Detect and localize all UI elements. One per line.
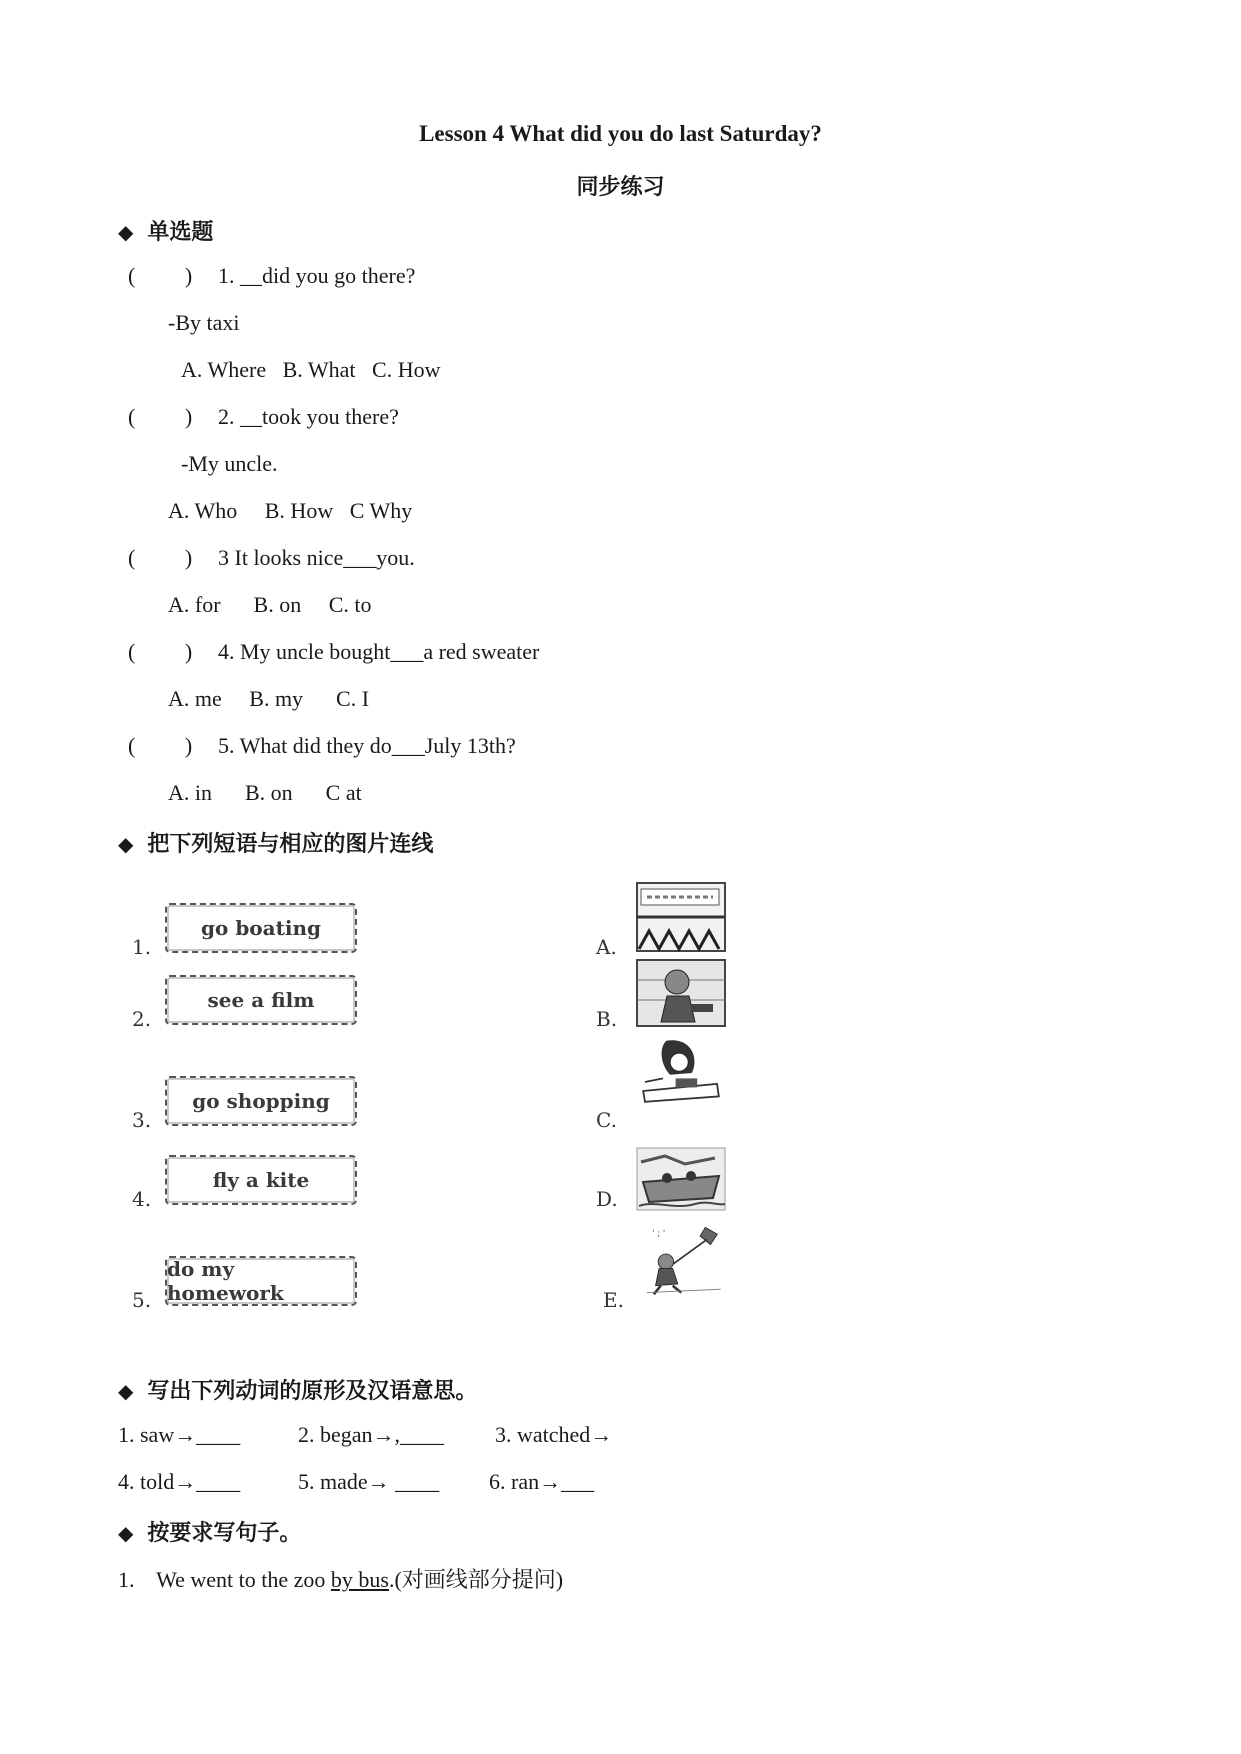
match-letter-a: A. [596, 935, 617, 959]
cinema-picture[interactable] [635, 881, 727, 953]
question-2-answer: -My uncle. [181, 451, 278, 476]
question-4-options: A. me B. my C. I [168, 686, 370, 711]
phrase-box-fly-a-kite[interactable]: fly a kite [165, 1155, 357, 1205]
question-2-options: A. Who B. How C Why [168, 498, 413, 523]
question-1-answer: -By taxi [168, 310, 240, 335]
question-1: 1. __did you go there? [218, 263, 416, 288]
verb-item-ran: 6. ran→___ [489, 1469, 600, 1494]
answer-blank[interactable]: ( ) [128, 404, 193, 429]
page-title: Lesson 4 What did you do last Saturday? [419, 121, 822, 146]
diamond-bullet-icon: ◆ [118, 220, 134, 244]
underlined-phrase: by bus [330, 1567, 389, 1592]
question-5: 5. What did they do___July 13th? [218, 733, 516, 758]
boy-kite-picture[interactable] [637, 1224, 729, 1296]
match-number-2: 2. [132, 1007, 152, 1031]
match-number-3: 3. [132, 1108, 152, 1132]
phrase-box-go-boating[interactable]: go boating [165, 903, 357, 953]
girl-writing-picture[interactable] [635, 1037, 727, 1109]
question-5-options: A. in B. on C at [168, 780, 362, 805]
section-heading-sentences: ◆ 按要求写句子。 [118, 1521, 302, 1546]
page-subtitle: 同步练习 [576, 175, 665, 200]
girl-reading-picture[interactable] [635, 958, 727, 1030]
question-2: 2. __took you there? [218, 404, 399, 429]
sentence-item-1: 1. We went to the zoo by bus.(对画线部分提问) [118, 1567, 564, 1592]
match-number-4: 4. [132, 1187, 152, 1211]
diamond-bullet-icon: ◆ [118, 832, 134, 856]
match-letter-b: B. [596, 1007, 618, 1031]
question-3: 3 It looks nice___you. [218, 545, 415, 570]
verb-item-saw: 1. saw→____ [118, 1422, 241, 1447]
diamond-bullet-icon: ◆ [118, 1379, 134, 1403]
verb-item-made: 5. made→ ____ [298, 1469, 440, 1494]
question-4: 4. My uncle bought___a red sweater [218, 639, 540, 664]
verb-item-told: 4. told→____ [118, 1469, 241, 1494]
answer-blank[interactable]: ( ) [128, 733, 193, 758]
question-3-options: A. for B. on C. to [168, 592, 372, 617]
answer-blank[interactable]: ( ) [128, 545, 193, 570]
section-heading-verbs: ◆ 写出下列动词的原形及汉语意思。 [118, 1379, 478, 1404]
verb-item-watched: 3. watched→ [495, 1422, 613, 1447]
verb-item-began: 2. began→,____ [298, 1422, 445, 1447]
question-1-options: A. Where B. What C. How [181, 357, 441, 382]
match-letter-d: D. [596, 1187, 618, 1211]
answer-blank[interactable]: ( ) [128, 263, 193, 288]
match-number-5: 5. [132, 1288, 152, 1312]
section-heading-single-choice: ◆ 单选题 [118, 220, 214, 245]
phrase-box-see-a-film[interactable]: see a film [165, 975, 357, 1025]
answer-blank[interactable]: ( ) [128, 639, 193, 664]
boat-picture[interactable] [635, 1143, 727, 1215]
match-letter-c: C. [596, 1108, 617, 1132]
diamond-bullet-icon: ◆ [118, 1521, 134, 1545]
phrase-box-go-shopping[interactable]: go shopping [165, 1076, 357, 1126]
match-letter-e: E. [603, 1288, 624, 1312]
svg-text:' ; ': ' ; ' [652, 1229, 666, 1239]
section-heading-matching: ◆ 把下列短语与相应的图片连线 [118, 832, 434, 857]
match-number-1: 1. [132, 935, 152, 959]
phrase-box-do-my-homework[interactable]: do my homework [165, 1256, 357, 1306]
